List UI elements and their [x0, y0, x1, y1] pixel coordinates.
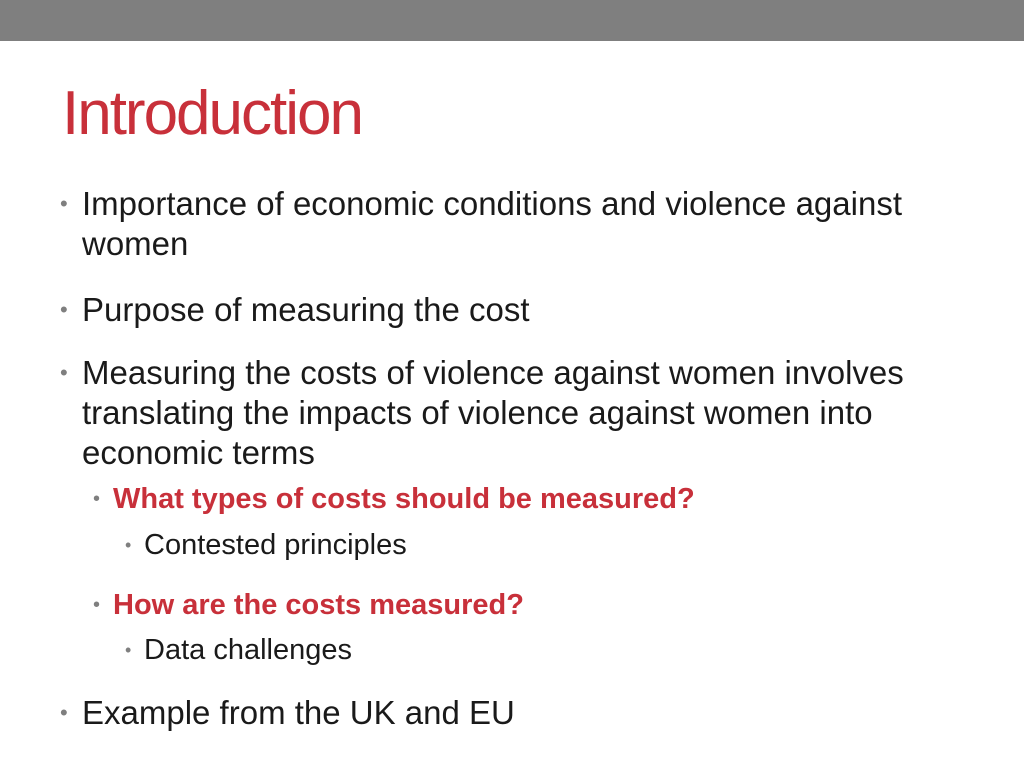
bullet-uk-eu-example	[60, 693, 962, 733]
sub-bullet-how-measured	[93, 588, 953, 622]
top-banner-bar	[0, 0, 1024, 41]
sub-bullet-text: How are the costs measured?	[113, 589, 524, 621]
bullet-dot-icon: •	[60, 700, 68, 725]
sub-bullet-text: What types of costs should be measured?	[113, 483, 695, 515]
bullet-text: Importance of economic conditions and violence against women	[82, 185, 902, 262]
bullet-dot-icon: •	[93, 488, 101, 510]
bullet-text: Example from the UK and EU	[82, 694, 515, 731]
slide-title: Introduction	[62, 79, 362, 148]
bullet-purpose	[60, 290, 962, 330]
bullet-dot-icon: •	[93, 594, 101, 616]
sub-sub-bullet-text: Data challenges	[144, 634, 352, 666]
sub-sub-bullet-contested-principles	[125, 528, 944, 562]
bullet-text: Purpose of measuring the cost	[82, 291, 530, 328]
bullet-dot-icon: •	[125, 535, 132, 555]
bullet-dot-icon: •	[60, 360, 68, 385]
bullet-dot-icon: •	[60, 297, 68, 322]
sub-sub-bullet-data-challenges	[125, 633, 944, 667]
sub-bullet-types-of-costs	[93, 482, 953, 516]
sub-sub-bullet-text: Contested principles	[144, 529, 407, 561]
bullet-dot-icon: •	[60, 191, 68, 216]
bullet-measuring-costs	[60, 353, 962, 473]
bullet-text: Measuring the costs of violence against women involves translating the impacts of violence against women into economic terms	[82, 354, 904, 471]
bullet-economic-conditions	[60, 184, 962, 264]
bullet-dot-icon: •	[125, 640, 132, 660]
